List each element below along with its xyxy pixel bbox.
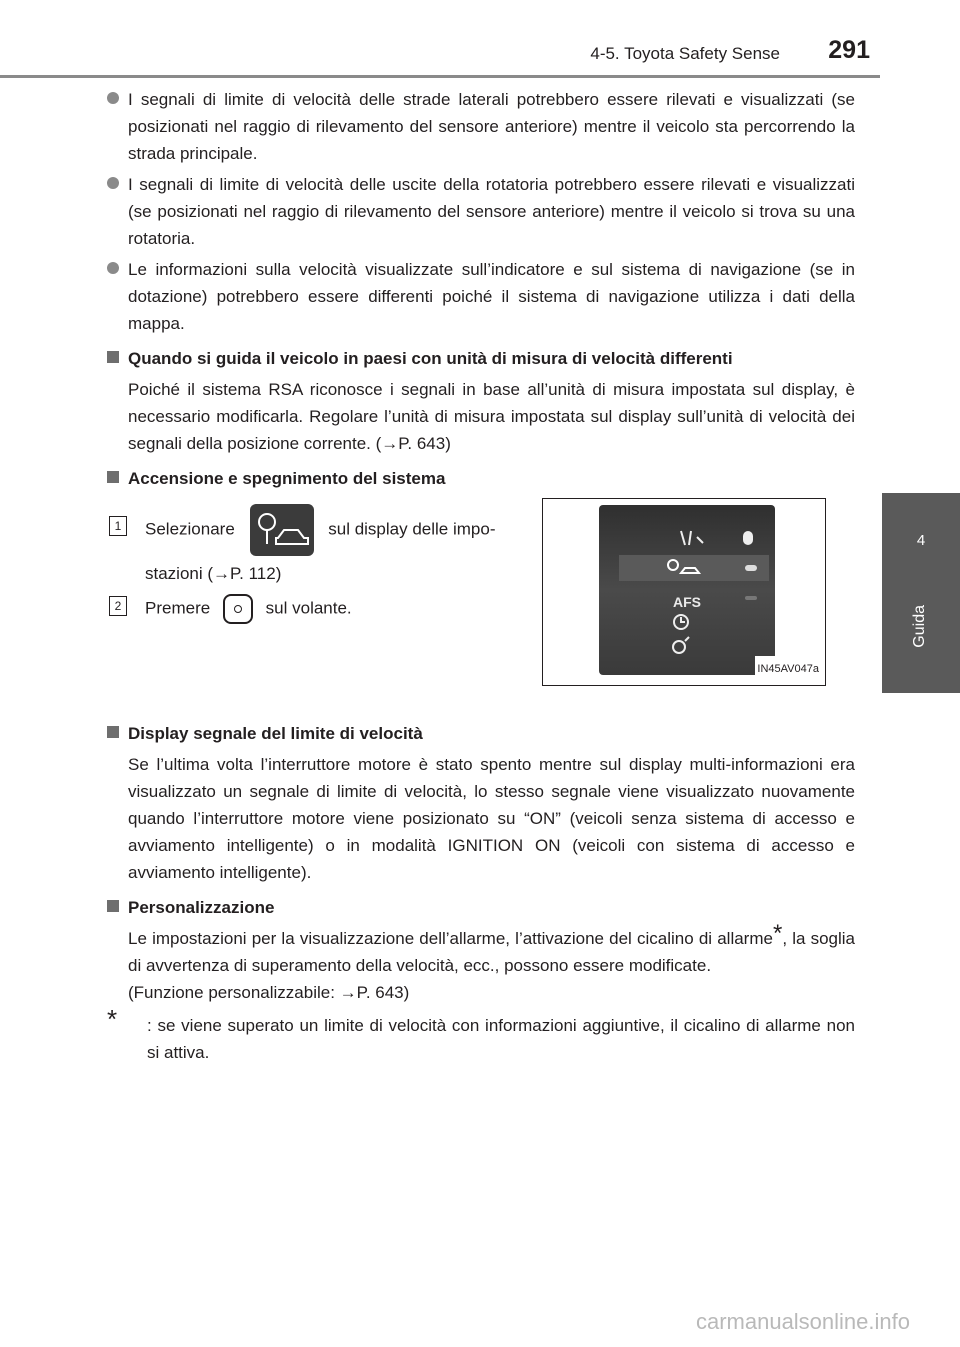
bullet-text: Le informazioni sulla velocità visualizzate sull’indicatore e sul sistema di navigazione (se in dotazione) potrebbero essere differenti poiché il sistema di navigazione utilizza i dati della mappa.	[128, 260, 855, 333]
page-content	[107, 86, 855, 1066]
display-screen-image	[599, 505, 775, 675]
header-section-title: 4-5. Toyota Safety Sense	[590, 44, 780, 63]
step-number-2: 2	[109, 596, 127, 616]
bullet-dot-icon	[107, 262, 119, 274]
bullet-item	[107, 86, 855, 167]
speed-limit-sign-icon	[250, 504, 314, 556]
figure-caption: IN45AV047a	[755, 656, 821, 683]
section-heading-units	[107, 345, 855, 372]
heading-text: Personalizzazione	[128, 898, 275, 917]
asterisk-mark: *	[772, 920, 783, 948]
step-2-before: Premere	[145, 598, 211, 618]
bullet-item	[107, 171, 855, 252]
fig-row-settings	[619, 633, 769, 659]
custom-body-before: Le impostazioni per la visualizzazione dell’allarme, l’attivazione del cicalino di allarme	[128, 929, 773, 948]
fig-row-rsa	[619, 555, 769, 581]
heading-text: Accensione e spegnimento del sistema	[128, 469, 446, 488]
footnote-star: *	[107, 1004, 118, 1034]
step-1-text	[145, 504, 496, 556]
section-heading-display	[107, 720, 855, 747]
section-body-custom	[107, 920, 855, 1006]
bullet-item	[107, 256, 855, 337]
square-bullet-icon	[107, 726, 119, 738]
bullet-dot-icon	[107, 177, 119, 189]
switch-display-figure	[542, 498, 826, 686]
fig-row-afs	[619, 585, 769, 611]
fig-row-clock	[619, 609, 769, 635]
heading-text: Display segnale del limite di velocità	[128, 724, 423, 743]
chapter-tab-label: Guida	[911, 605, 928, 648]
step-1-before: Selezionare	[145, 519, 235, 539]
steps-area	[107, 498, 855, 710]
section-heading-onoff	[107, 465, 855, 492]
square-bullet-icon	[107, 900, 119, 912]
fig-afs-label: AFS	[673, 594, 701, 610]
custom-body-after: , la soglia di avvertenza di superamento della velocità, ecc., possono essere modificate.	[128, 929, 855, 975]
step-2-after: sul volante.	[265, 598, 352, 618]
bullet-dot-icon	[107, 92, 119, 104]
fig-row-lane	[619, 525, 769, 551]
square-bullet-icon	[107, 351, 119, 363]
bullet-text: I segnali di limite di velocità delle uscite della rotatoria potrebbero essere rilevati e visualizzati (se posizionati nel raggio di rilevamento del sensore anteriore) mentre il veicolo si trova su una rotatoria.	[128, 175, 855, 248]
footnote-text: : se viene superato un limite di velocità con informazioni aggiuntive, il cicalino di allarme non si attiva.	[147, 1016, 855, 1062]
custom-reference: (Funzione personalizzabile: →P. 643)	[128, 983, 410, 1002]
step-1-after: sul display delle impo-	[328, 519, 496, 539]
heading-text: Quando si guida il veicolo in paesi con unità di misura di velocità differenti	[128, 349, 733, 368]
header-rule	[0, 75, 880, 78]
step-2-text	[145, 594, 352, 624]
footnote	[107, 1004, 855, 1066]
chapter-tab-number: 4	[916, 532, 926, 549]
chapter-tab	[882, 493, 960, 693]
step-number-1: 1	[109, 516, 127, 536]
section-heading-custom	[107, 894, 855, 921]
section-body-display: Se l’ultima volta l’interruttore motore è stato spento mentre sul display multi-informazioni era visualizzato un segnale di limite di velocità, lo stesso segnale viene visualizzato nuovamente quando l’interruttore motore viene posizionato su “ON” (veicoli senza sistema di accesso e avviamento intelligente) o in modalità IGNITION ON (veicoli con sistema di accesso e avviamento intelligente).	[128, 755, 855, 882]
watermark: carmanualsonline.info	[695, 1309, 910, 1334]
section-body-units: Poiché il sistema RSA riconosce i segnali in base all’unità di misura impostata sul display, è necessario modificarla. Regolare l’unità di misura impostata sul display sull’unità di velocità dei segnali della posizione corrente. (→P. 643)	[128, 380, 855, 453]
square-bullet-icon	[107, 471, 119, 483]
page-number: 291	[828, 36, 870, 64]
bullet-text: I segnali di limite di velocità delle strade laterali potrebbero essere rilevati e visualizzati (se posizionati nel raggio di rilevamento del sensore anteriore) mentre il veicolo sta percorrendo la strada principale.	[128, 90, 855, 163]
steering-switch-icon	[223, 594, 253, 624]
step-1-line2: stazioni (→P. 112)	[145, 564, 282, 583]
